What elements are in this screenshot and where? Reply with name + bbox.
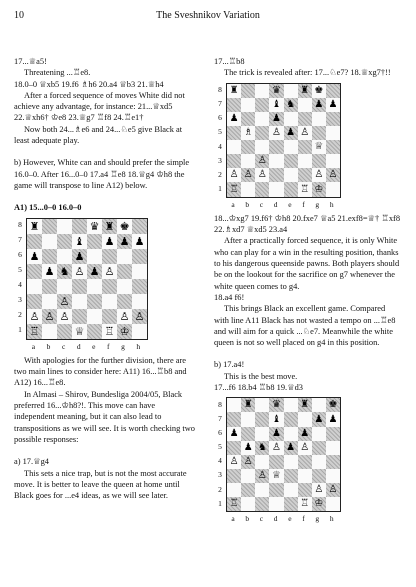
chess-piece: ♞ (284, 98, 298, 112)
rank-label: 4 (18, 280, 22, 290)
board-square (326, 126, 340, 140)
board-square (269, 182, 283, 196)
chess-piece: ♖ (298, 182, 312, 196)
board-square (269, 154, 283, 168)
board-square (284, 483, 298, 497)
file-label: c (259, 514, 264, 524)
board-square (117, 294, 132, 309)
chess-diagram (214, 83, 402, 210)
file-label: d (273, 514, 278, 524)
paragraph: 18.0–0 ♕xb5 19.f6 ♗h6 20.a4 ♕b3 21.♕h4 (14, 79, 164, 89)
board-square (132, 324, 147, 339)
chess-piece: ♙ (241, 455, 255, 469)
board-square (284, 168, 298, 182)
chess-piece: ♟ (326, 412, 340, 426)
rank-label: 7 (218, 99, 222, 109)
chess-board (226, 83, 341, 198)
rank-label: 2 (218, 169, 222, 179)
paragraph: a) 17.♕g4 (14, 457, 49, 467)
board-square (298, 98, 312, 112)
board-square (241, 483, 255, 497)
board-square (72, 279, 87, 294)
board-square (241, 98, 255, 112)
chess-piece: ♙ (269, 126, 283, 140)
file-label: d (76, 341, 81, 351)
chess-piece: ♛ (269, 84, 283, 98)
chess-piece: ♔ (312, 497, 326, 511)
board-square (298, 483, 312, 497)
board-square (87, 324, 102, 339)
paragraph: This sets a nice trap, but is not the most accurate move. It is better to leave the queen at home until Black goes for ...e4 ideas, as we will see later. (14, 468, 187, 501)
board-square (326, 427, 340, 441)
board-square (132, 294, 147, 309)
board-square (72, 294, 87, 309)
page-number: 10 (14, 10, 24, 21)
board-square (312, 154, 326, 168)
paragraph: After a practically forced sequence, it is only White who can play for a win in the resulting position, thanks to his dangerous queenside pawns. Both players should be on the lookout for the sacrifice on g7 whenever the white queen comes to g4. (214, 236, 400, 291)
board-square (227, 98, 241, 112)
board-square (117, 264, 132, 279)
chess-piece: ♟ (87, 264, 102, 279)
chess-piece: ♖ (227, 182, 241, 196)
chess-piece: ♜ (227, 84, 241, 98)
board-square (269, 168, 283, 182)
board-square (132, 219, 147, 234)
board-square (298, 469, 312, 483)
board-square (72, 219, 87, 234)
board-square (132, 279, 147, 294)
rank-label: 1 (18, 325, 22, 335)
board-square (255, 497, 269, 511)
chess-piece: ♜ (27, 219, 42, 234)
board-square (255, 84, 269, 98)
chess-piece: ♙ (27, 309, 42, 324)
board-square (102, 279, 117, 294)
board-square (241, 497, 255, 511)
chess-piece: ♞ (255, 441, 269, 455)
chess-piece: ♙ (269, 441, 283, 455)
chess-piece: ♙ (312, 483, 326, 497)
chess-diagram (214, 397, 402, 524)
paragraph: Threatening ...♖e8. (24, 68, 91, 78)
board-square (326, 455, 340, 469)
board-square (42, 219, 57, 234)
board-square (102, 309, 117, 324)
chess-piece: ♙ (298, 441, 312, 455)
board-square (284, 455, 298, 469)
paragraph: The trick is revealed after: 17...♘e7? 18.♕xg7†!! (224, 68, 391, 78)
rank-label: 1 (218, 183, 222, 193)
rank-label: 8 (18, 220, 22, 230)
board-square (312, 455, 326, 469)
board-square (284, 497, 298, 511)
chess-board (26, 218, 148, 340)
board-square (241, 84, 255, 98)
board-square (298, 412, 312, 426)
chess-piece: ♜ (241, 398, 255, 412)
chess-piece: ♟ (241, 441, 255, 455)
board-square (312, 427, 326, 441)
board-square (312, 126, 326, 140)
board-square (269, 455, 283, 469)
board-square (227, 483, 241, 497)
chess-piece: ♙ (102, 264, 117, 279)
rank-label: 8 (218, 399, 222, 409)
chess-piece: ♕ (269, 469, 283, 483)
chess-piece: ♔ (117, 324, 132, 339)
chess-piece: ♙ (241, 168, 255, 182)
chess-piece: ♖ (227, 497, 241, 511)
chess-piece: ♚ (326, 398, 340, 412)
board-square (298, 168, 312, 182)
board-square (57, 219, 72, 234)
board-square (326, 84, 340, 98)
chess-piece: ♙ (57, 309, 72, 324)
board-square (227, 140, 241, 154)
board-square (42, 234, 57, 249)
rank-label: 3 (218, 155, 222, 165)
board-square (227, 412, 241, 426)
file-label: f (302, 199, 305, 209)
chess-piece: ♜ (298, 84, 312, 98)
file-label: c (61, 341, 66, 351)
board-square (284, 398, 298, 412)
chess-piece: ♟ (117, 234, 132, 249)
file-label: e (288, 199, 292, 209)
board-square (284, 469, 298, 483)
paragraph: With apologies for the further division, there are two main lines to consider here: A11) 16...♖b8 and A12) 16...♖e8. (14, 355, 187, 388)
file-label: a (231, 199, 235, 209)
paragraph: b) 17.a4! (214, 360, 245, 370)
file-label: c (259, 199, 264, 209)
board-square (255, 412, 269, 426)
chess-piece: ♔ (312, 182, 326, 196)
file-label: f (302, 514, 305, 524)
file-label: g (315, 514, 320, 524)
rank-label: 3 (218, 470, 222, 480)
board-square (117, 279, 132, 294)
board-square (326, 441, 340, 455)
chess-piece: ♟ (298, 427, 312, 441)
rank-label: 3 (18, 295, 22, 305)
file-label: h (136, 341, 141, 351)
rank-label: 5 (218, 127, 222, 137)
chess-diagram (14, 218, 198, 352)
chess-piece: ♟ (102, 234, 117, 249)
board-square (57, 249, 72, 264)
paragraph: 18.a4 f6! (214, 292, 245, 302)
board-square (87, 279, 102, 294)
paragraph: b) However, White can and should prefer the simple 16.0–0. After 16...0–0 17.a4 ♖e8 18.♕g4 ♔h8 the game will transpose to line A12) below. (14, 158, 190, 190)
chess-piece: ♙ (72, 264, 87, 279)
board-square (312, 398, 326, 412)
chess-piece: ♕ (72, 324, 87, 339)
right-text-column (214, 56, 402, 528)
board-square (241, 469, 255, 483)
board-square (326, 112, 340, 126)
board-square (42, 279, 57, 294)
board-square (102, 294, 117, 309)
board-square (255, 112, 269, 126)
board-square (227, 398, 241, 412)
rank-label: 6 (18, 250, 22, 260)
paragraph: 17...♖b8 (214, 57, 245, 66)
paragraph: This is the best move. (224, 371, 298, 381)
chess-piece: ♙ (255, 469, 269, 483)
file-label: b (245, 514, 250, 524)
board-square (284, 412, 298, 426)
rank-label: 8 (218, 85, 222, 94)
board-square (284, 140, 298, 154)
chess-piece: ♙ (255, 154, 269, 168)
board-square (298, 140, 312, 154)
board-square (27, 294, 42, 309)
board-square (269, 140, 283, 154)
paragraph: After a forced sequence of moves White did not achieve any advantage, for instance: 21...♕xd5 22.♕xh6† ♔e8 23.♕g7 ♖f8 24.♖e1† (14, 90, 185, 123)
board-square (312, 469, 326, 483)
board-square (42, 249, 57, 264)
board-square (255, 398, 269, 412)
paragraph: 18...♔xg7 19.f6† ♔h8 20.fxe7 ♕a5 21.exf8=♕† ♖xf8 22.♗xd7 ♕xd5 23.a4 (214, 213, 401, 235)
rank-label: 6 (218, 428, 222, 437)
rank-label: 4 (218, 141, 222, 151)
chess-piece: ♙ (117, 309, 132, 324)
paragraph: This brings Black an excellent game. Compared with line A11 Black has not wasted a tempo on ...♖e8 and will aim for a quick ...♘e7. Meanwhile the white queen is not so well placed on g4 in this position. (214, 304, 396, 348)
chess-piece: ♙ (326, 483, 340, 497)
board-square (132, 249, 147, 264)
rank-label: 1 (218, 498, 222, 508)
rank-label: 7 (18, 235, 22, 245)
chess-piece: ♟ (284, 126, 298, 140)
left-text-column (14, 56, 198, 501)
board-square (72, 309, 87, 324)
section-heading: A1) 15...0–0 16.0–0 (14, 203, 82, 213)
rank-label: 4 (218, 456, 222, 466)
board-square (241, 182, 255, 196)
rank-label: 2 (18, 310, 22, 320)
chess-piece: ♚ (312, 84, 326, 98)
board-square (255, 182, 269, 196)
chess-piece: ♟ (227, 427, 241, 441)
board-square (87, 309, 102, 324)
board-square (326, 140, 340, 154)
chess-piece: ♟ (269, 427, 283, 441)
board-square (27, 234, 42, 249)
file-label: b (46, 341, 51, 351)
board-square (241, 112, 255, 126)
chess-piece: ♚ (117, 219, 132, 234)
paragraph: 17...f6 18.b4 ♖b8 19.♕d3 (214, 383, 303, 393)
board-square (227, 154, 241, 168)
file-label: h (329, 199, 334, 209)
board-square (227, 469, 241, 483)
board-square (326, 154, 340, 168)
file-label: d (273, 199, 278, 209)
chess-piece: ♝ (269, 412, 283, 426)
board-square (255, 427, 269, 441)
rank-label: 5 (18, 265, 22, 275)
chess-piece: ♗ (241, 126, 255, 140)
board-square (326, 469, 340, 483)
paragraph: In Almasi – Shirov, Bundesliga 2004/05, Black preferred 16...♔h8?!. This move can have independent meaning, but it can also lead to transpositions as we will see. It is worth checking two possible responses: (14, 389, 195, 444)
board-square (255, 126, 269, 140)
chess-board (226, 397, 341, 512)
rank-label: 5 (218, 442, 222, 452)
board-square (298, 455, 312, 469)
chess-piece: ♟ (72, 249, 87, 264)
chess-piece: ♜ (298, 398, 312, 412)
chess-piece: ♙ (57, 294, 72, 309)
file-label: b (245, 199, 250, 209)
board-square (57, 279, 72, 294)
file-label: e (288, 514, 292, 524)
rank-label: 2 (218, 484, 222, 494)
board-square (241, 412, 255, 426)
file-label: a (231, 514, 235, 524)
board-square (284, 112, 298, 126)
file-label: f (107, 341, 110, 351)
chess-piece: ♙ (227, 455, 241, 469)
chess-piece: ♙ (326, 168, 340, 182)
chess-piece: ♞ (57, 264, 72, 279)
rank-label: 6 (218, 113, 222, 123)
board-square (87, 234, 102, 249)
board-square (326, 497, 340, 511)
board-square (57, 324, 72, 339)
chess-piece: ♜ (102, 219, 117, 234)
chess-piece: ♟ (284, 441, 298, 455)
chess-piece: ♖ (298, 497, 312, 511)
chess-piece: ♛ (87, 219, 102, 234)
chess-piece: ♙ (227, 168, 241, 182)
chess-piece: ♙ (298, 126, 312, 140)
rank-label: 7 (218, 413, 222, 423)
chess-piece: ♛ (269, 398, 283, 412)
board-square (298, 154, 312, 168)
board-square (298, 112, 312, 126)
board-square (241, 154, 255, 168)
chess-piece: ♝ (269, 98, 283, 112)
chess-piece: ♙ (312, 168, 326, 182)
board-square (326, 182, 340, 196)
board-square (255, 98, 269, 112)
paragraph: Now both 24...♗e6 and 24...♘e5 give Black at least adequate play. (14, 124, 183, 146)
file-label: g (315, 199, 320, 209)
chess-piece: ♖ (27, 324, 42, 339)
chess-piece: ♟ (269, 112, 283, 126)
file-label: e (92, 341, 96, 351)
chess-piece: ♙ (132, 309, 147, 324)
board-square (269, 483, 283, 497)
board-square (312, 112, 326, 126)
board-square (117, 249, 132, 264)
board-square (227, 441, 241, 455)
board-square (284, 427, 298, 441)
board-square (284, 84, 298, 98)
chess-piece: ♙ (42, 309, 57, 324)
board-square (132, 264, 147, 279)
paragraph: 17...♕a5! (14, 57, 47, 66)
chess-piece: ♟ (42, 264, 57, 279)
board-square (27, 279, 42, 294)
board-square (87, 249, 102, 264)
board-square (269, 497, 283, 511)
board-square (102, 249, 117, 264)
chess-piece: ♟ (132, 234, 147, 249)
file-label: a (31, 341, 36, 351)
chess-piece: ♙ (255, 168, 269, 182)
chess-piece: ♟ (312, 98, 326, 112)
board-square (312, 441, 326, 455)
chess-piece: ♟ (227, 112, 241, 126)
file-label: h (329, 514, 334, 524)
board-square (255, 483, 269, 497)
board-square (241, 427, 255, 441)
board-square (227, 126, 241, 140)
chess-piece: ♝ (72, 234, 87, 249)
board-square (255, 455, 269, 469)
chess-piece: ♟ (27, 249, 42, 264)
board-square (87, 294, 102, 309)
board-square (27, 264, 42, 279)
chess-piece: ♖ (102, 324, 117, 339)
chess-piece: ♕ (312, 140, 326, 154)
chess-piece: ♟ (312, 412, 326, 426)
board-square (42, 294, 57, 309)
file-label: g (121, 341, 125, 351)
chess-piece: ♟ (326, 98, 340, 112)
board-square (255, 140, 269, 154)
board-square (42, 324, 57, 339)
board-square (284, 154, 298, 168)
running-title: The Sveshnikov Variation (156, 10, 260, 21)
board-square (284, 182, 298, 196)
board-square (57, 234, 72, 249)
board-square (241, 140, 255, 154)
